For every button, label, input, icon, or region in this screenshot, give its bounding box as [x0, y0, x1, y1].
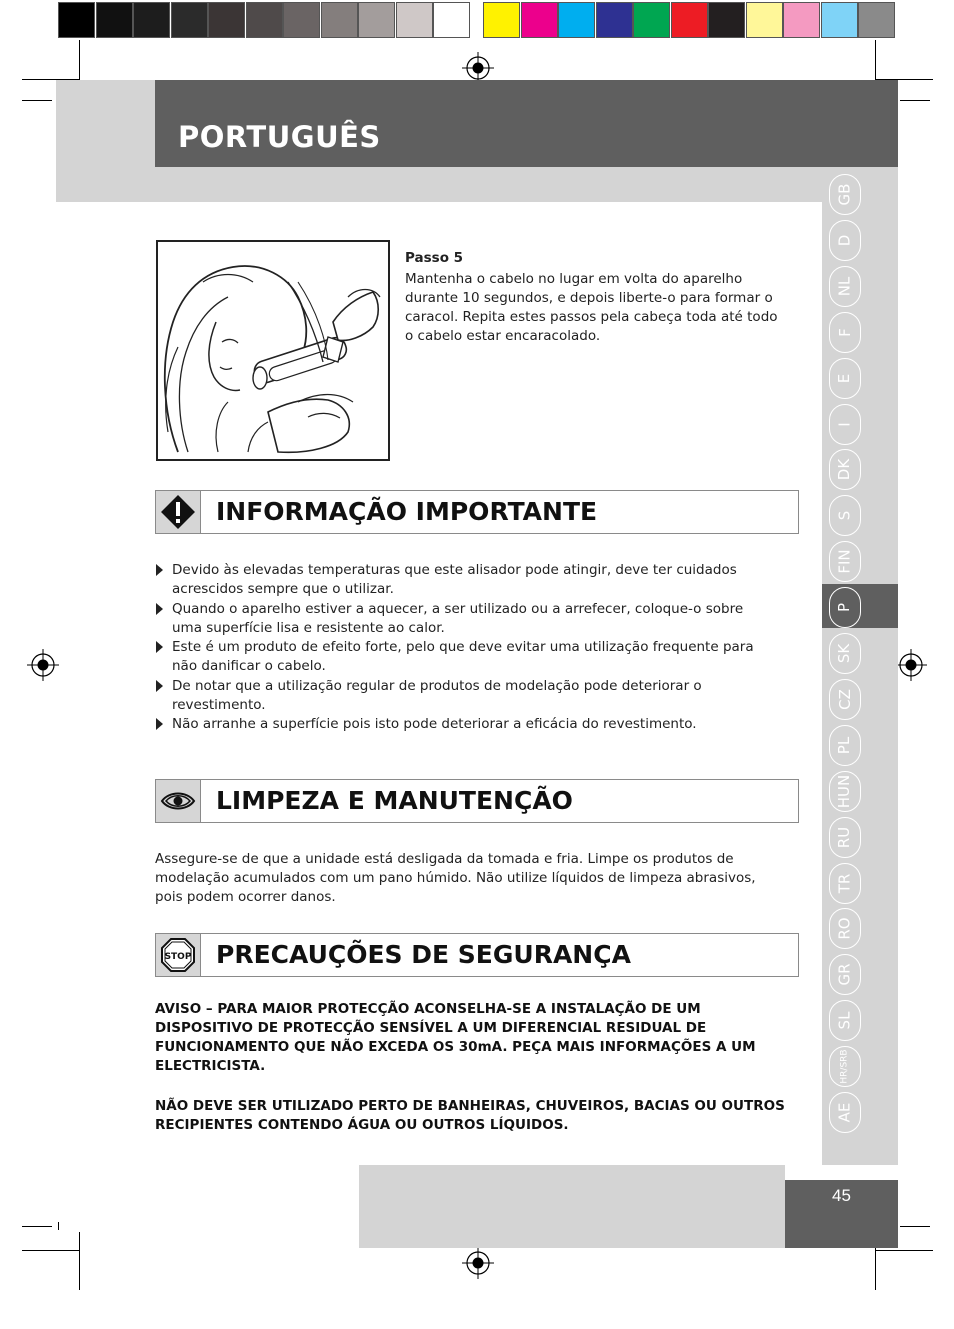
eye-icon: [156, 780, 201, 822]
bullet-item: Quando o aparelho estiver a aquecer, a ser utilizado ou a arrefecer, coloque-o sobre uma superfície lisa e resistente ao calor.: [155, 600, 775, 639]
language-tab-ru[interactable]: RU: [829, 817, 861, 858]
footer-band: [359, 1165, 785, 1248]
language-tab-hr-srb[interactable]: HR/SRB: [829, 1046, 861, 1087]
exclamation-diamond-icon: [156, 491, 201, 533]
language-tab-nl[interactable]: NL: [829, 266, 861, 307]
safety-warning-1: AVISO – PARA MAIOR PROTECÇÃO ACONSELHA-SE A INSTALAÇÃO DE UM DISPOSITIVO DE PROTECÇÃO SENSÍVEL A UM DIFERENCIAL RESIDUAL DE FUNCIONAMENTO QUE NÃO EXCEDA OS 30mA. PEÇA MAIS INFORMAÇÕES A UM ELECTRICISTA.: [155, 1001, 756, 1074]
gray-swatch: [283, 2, 320, 38]
registration-mark-left-icon: [25, 647, 61, 683]
language-tab-hun[interactable]: HUN: [829, 771, 861, 812]
language-tab-gr[interactable]: GR: [829, 954, 861, 995]
color-swatch: [596, 2, 633, 38]
page-number: 45: [832, 1186, 851, 1205]
section-header-important: [155, 490, 799, 534]
stop-sign-icon: [156, 934, 201, 976]
section-header-cleaning: [155, 779, 799, 823]
color-swatch: [746, 2, 783, 38]
color-swatch: [558, 2, 595, 38]
language-tab-gb[interactable]: GB: [829, 174, 861, 215]
language-tab-ae[interactable]: AE: [829, 1092, 861, 1133]
color-swatch: [521, 2, 558, 38]
stop-label: STOP: [164, 952, 192, 962]
registration-mark-bottom-icon: [460, 1245, 496, 1281]
color-swatch: [821, 2, 858, 38]
language-tab-s[interactable]: S: [829, 495, 861, 536]
gray-swatch: [433, 2, 470, 38]
gray-swatch: [321, 2, 358, 38]
language-tab-dk[interactable]: DK: [829, 449, 861, 490]
step-5-illustration: [156, 240, 390, 461]
hair-curling-illustration-icon: [158, 242, 388, 459]
page-number-box: [785, 1180, 898, 1248]
language-tab-pl[interactable]: PL: [829, 725, 861, 766]
step-text: Mantenha o cabelo no lugar em volta do aparelho durante 10 segundos, e depois liberte-o para formar o caracol. Repita estes passos pela cabeça toda até todo o cabelo estar encaracolado.: [405, 271, 778, 344]
color-swatch: [783, 2, 820, 38]
language-tab-p[interactable]: P: [829, 587, 861, 628]
section-title: LIMPEZA E MANUTENÇÃO: [216, 786, 573, 815]
gray-swatch: [246, 2, 283, 38]
color-swatch: [633, 2, 670, 38]
language-tab-sk[interactable]: SK: [829, 633, 861, 674]
bullet-item: Este é um produto de efeito forte, pelo que deve evitar uma utilização frequente para não danificar o cabelo.: [155, 638, 775, 677]
language-tab-f[interactable]: F: [829, 312, 861, 353]
color-swatch: [858, 2, 895, 38]
gray-swatch: [171, 2, 208, 38]
step-5-block: [405, 249, 785, 346]
gray-swatch: [96, 2, 133, 38]
page-title: PORTUGUÊS: [178, 120, 381, 154]
gray-swatch: [133, 2, 170, 38]
bullet-item: Devido às elevadas temperaturas que este alisador pode atingir, deve ter cuidados acrescidos sempre que o utilizar.: [155, 561, 775, 600]
language-tab-sl[interactable]: SL: [829, 1000, 861, 1041]
gray-swatch: [396, 2, 433, 38]
language-tab-e[interactable]: E: [829, 358, 861, 399]
bullet-item: De notar que a utilização regular de produtos de modelação pode deteriorar o revestimento.: [155, 677, 775, 716]
section-title: INFORMAÇÃO IMPORTANTE: [216, 497, 598, 526]
language-tab-i[interactable]: I: [829, 404, 861, 445]
language-tab-ro[interactable]: RO: [829, 908, 861, 949]
language-tab-tr[interactable]: TR: [829, 863, 861, 904]
language-tab-fin[interactable]: FIN: [829, 541, 861, 582]
section-title: PRECAUÇÕES DE SEGURANÇA: [216, 940, 631, 969]
gray-swatch: [58, 2, 95, 38]
gray-swatch: [358, 2, 395, 38]
gray-swatch: [208, 2, 245, 38]
safety-warning-2: NÃO DEVE SER UTILIZADO PERTO DE BANHEIRAS, CHUVEIROS, BACIAS OU OUTROS RECIPIENTES CONTENDO ÁGUA OU OUTROS LÍQUIDOS.: [155, 1098, 785, 1133]
step-title: Passo 5: [405, 250, 464, 266]
cleaning-text: Assegure-se de que a unidade está desligada da tomada e fria. Limpe os produtos de modelação acumulados com um pano húmido. Não utilize líquidos de limpeza abrasivos, pois podem ocorrer danos.: [155, 851, 756, 905]
color-swatch: [483, 2, 520, 38]
bullet-item: Não arranhe a superfície pois isto pode deteriorar a eficácia do revestimento.: [155, 715, 775, 734]
important-bullet-list: [155, 561, 775, 735]
registration-mark-right-icon: [893, 647, 929, 683]
language-tab-cz[interactable]: CZ: [829, 679, 861, 720]
language-tab-d[interactable]: D: [829, 220, 861, 261]
color-swatch: [671, 2, 708, 38]
section-header-safety: [155, 933, 799, 977]
color-swatch: [708, 2, 745, 38]
header-title-bar: [155, 80, 898, 167]
